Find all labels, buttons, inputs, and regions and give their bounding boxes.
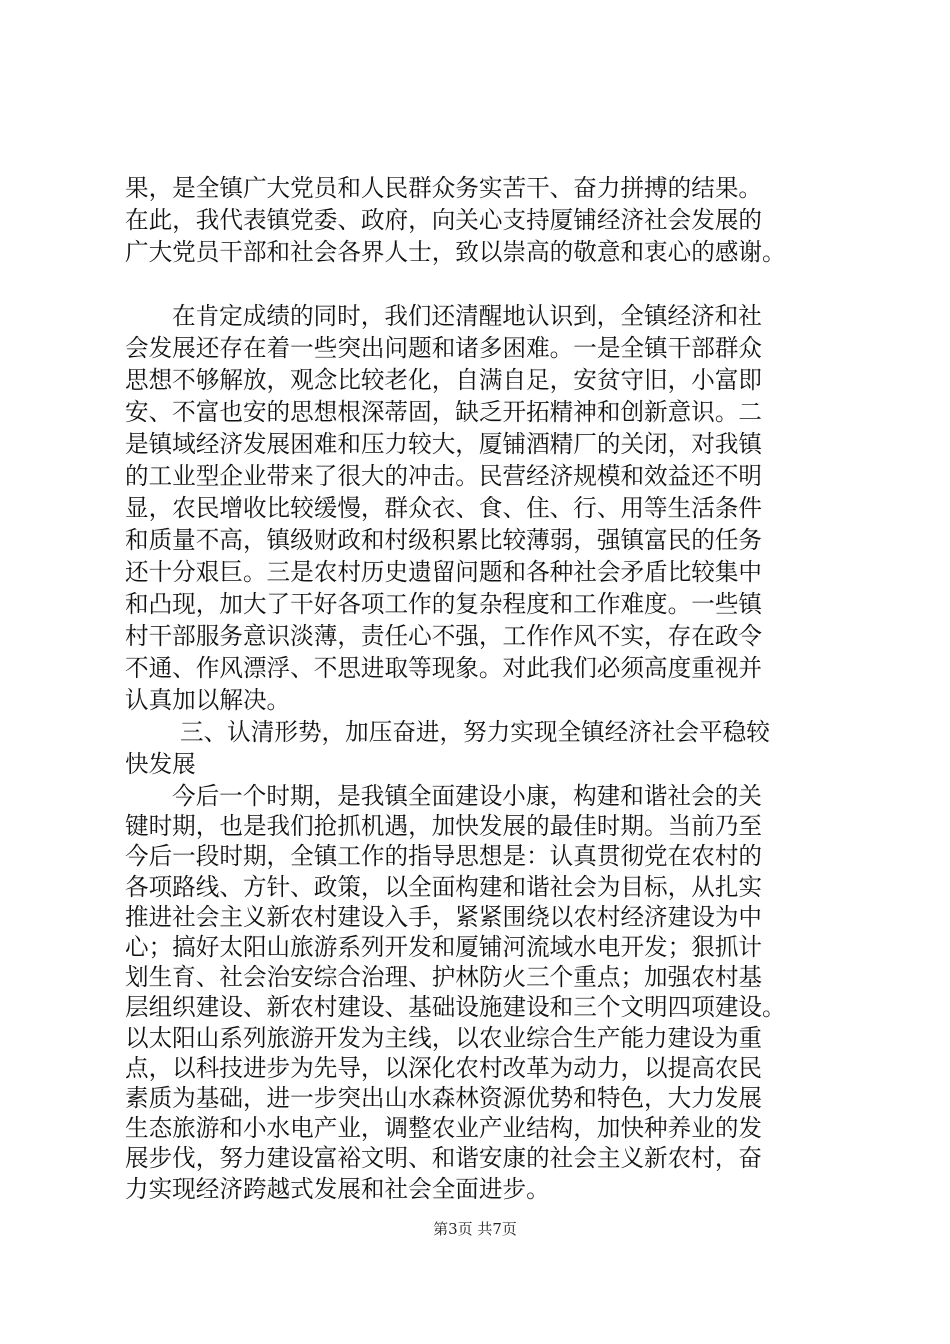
paragraph-line: 在肯定成绩的同时，我们还清醒地认识到，全镇经济和社 (172, 302, 762, 330)
paragraph-line: 和凸现，加大了干好各项工作的复杂程度和工作难度。一些镇 (125, 590, 763, 618)
paragraph-line: 认真加以解决。 (125, 686, 291, 714)
paragraph-line: 安、不富也安的思想根深蒂固，缺乏开拓精神和创新意识。二 (125, 398, 763, 426)
paragraph-line: 素质为基础，进一步突出山水森林资源优势和特色，大力发展 (125, 1084, 763, 1112)
section-heading-continued: 快发展 (125, 750, 196, 778)
paragraph-line: 力实现经济跨越式发展和社会全面进步。 (125, 1174, 550, 1203)
paragraph-line: 不通、作风漂浮、不思进取等现象。对此我们必须高度重视并 (125, 654, 763, 682)
paragraph-line: 是镇域经济发展困难和压力较大，厦铺酒精厂的关闭，对我镇 (125, 430, 763, 458)
paragraph-line: 今后一段时期，全镇工作的指导思想是：认真贯彻党在农村的 (125, 842, 763, 871)
paragraph-line: 显，农民增收比较缓慢，群众衣、食、住、行、用等生活条件 (125, 494, 763, 522)
paragraph-line: 今后一个时期，是我镇全面建设小康，构建和谐社会的关 (172, 782, 762, 810)
paragraph-line: 思想不够解放，观念比较老化，自满自足，安贫守旧，小富即 (125, 366, 763, 394)
paragraph-line: 推进社会主义新农村建设入手，紧紧围绕以农村经济建设为中 (125, 902, 763, 931)
paragraph-line: 和质量不高，镇级财政和村级积累比较薄弱，强镇富民的任务 (125, 526, 763, 554)
paragraph-line: 展步伐，努力建设富裕文明、和谐安康的社会主义新农村，奋 (125, 1144, 763, 1173)
paragraph-line: 广大党员干部和社会各界人士，致以崇高的敬意和衷心的感谢。 (125, 238, 786, 266)
paragraph-line: 划生育、社会治安综合治理、护林防火三个重点；加强农村基 (125, 963, 763, 992)
paragraph-line: 会发展还存在着一些突出问题和诸多困难。一是全镇干部群众 (125, 334, 763, 362)
paragraph-line: 在此，我代表镇党委、政府，向关心支持厦铺经济社会发展的 (125, 206, 763, 234)
paragraph-line: 以太阳山系列旅游开发为主线，以农业综合生产能力建设为重 (125, 1023, 763, 1052)
paragraph-line: 还十分艰巨。三是农村历史遗留问题和各种社会矛盾比较集中 (125, 558, 763, 586)
paragraph-line: 生态旅游和小水电产业，调整农业产业结构，加快种养业的发 (125, 1114, 763, 1143)
section-heading: 三、认清形势，加压奋进，努力实现全镇经济社会平稳较 (180, 718, 770, 746)
paragraph-line: 果，是全镇广大党员和人民群众务实苦干、奋力拼搏的结果。 (125, 174, 763, 202)
page-number-footer: 第3页 共7页 (433, 1220, 517, 1238)
paragraph-line: 的工业型企业带来了很大的冲击。民营经济规模和效益还不明 (125, 462, 763, 490)
paragraph-line: 各项路线、方针、政策，以全面构建和谐社会为目标，从扎实 (125, 872, 763, 901)
paragraph-line: 村干部服务意识淡薄，责任心不强，工作作风不实，存在政令 (125, 622, 763, 650)
paragraph-line: 层组织建设、新农村建设、基础设施建设和三个文明四项建设。 (125, 993, 786, 1022)
paragraph-line: 心；搞好太阳山旅游系列开发和厦铺河流域水电开发；狠抓计 (125, 933, 763, 961)
paragraph-line: 点，以科技进步为先导，以深化农村改革为动力，以提高农民 (125, 1053, 763, 1082)
paragraph-line: 键时期，也是我们抢抓机遇，加快发展的最佳时期。当前乃至 (125, 812, 763, 841)
